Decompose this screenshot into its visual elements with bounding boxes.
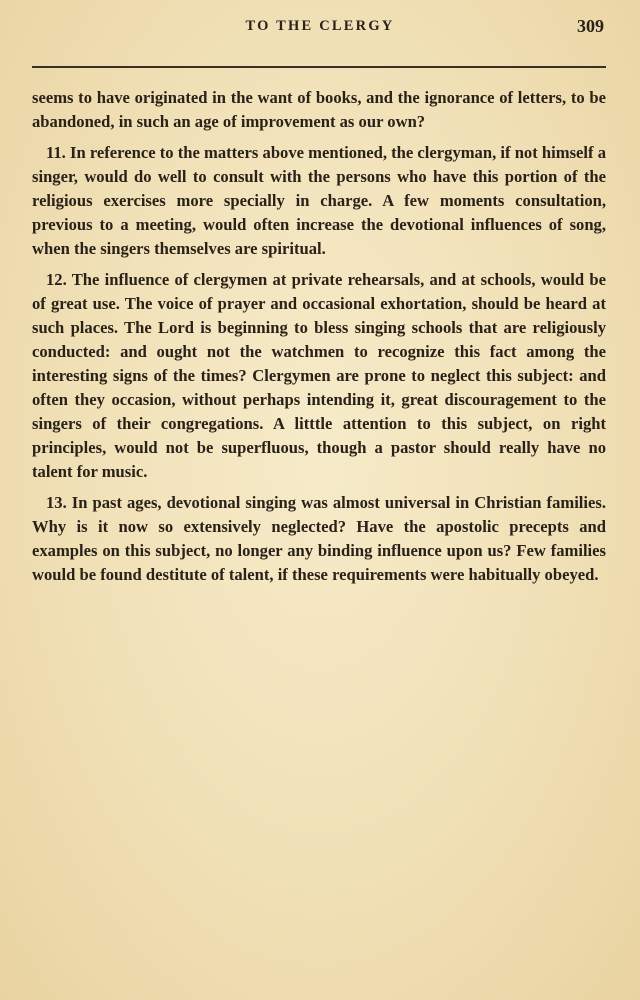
page-number: 309: [577, 16, 604, 36]
paragraph-13: 13. In past ages, devotional singing was almost universal in Christian families. Why is it now so extensively neglected? Have the apostolic precepts and examples on this subject, no longer any binding influence upon us? Few families would be found destitute of talent, if these requirements were habitually obeyed.: [32, 493, 606, 584]
paragraph-11: 11. In reference to the matters above mentioned, the clergyman, if not himself a singer, would do well to consult with the persons who have this portion of the religious exercises more specially in charge. A few moments consultation, previous to a meeting, would often increase the devotional influences of song, when the singers themselves are spiritual.: [32, 143, 606, 258]
paragraph-continuation: seems to have originated in the want of books, and the ignorance of letters, to be abandoned, in such an age of improvement as our own?: [32, 88, 606, 131]
running-head: [0, 18, 640, 42]
header-rule: [32, 66, 606, 68]
paragraph-12: 12. The influence of clergymen at private rehearsals, and at schools, would be of great use. The voice of prayer and occasional exhortation, should be heard at such places. The Lord is beginning to bless singing schools that are religiously conducted: and ought not the watchmen to recognize this fact among the interesting signs of the times? Clergymen are prone to neglect this subject: and often they occasion, without perhaps intending it, great discouragement to the singers of their congregations. A litttle attention to this subject, on right principles, would not be superfluous, though a pastor should really have no talent for music.: [32, 270, 606, 481]
page-body: [32, 86, 606, 594]
running-title: TO THE CLERGY: [245, 18, 395, 34]
